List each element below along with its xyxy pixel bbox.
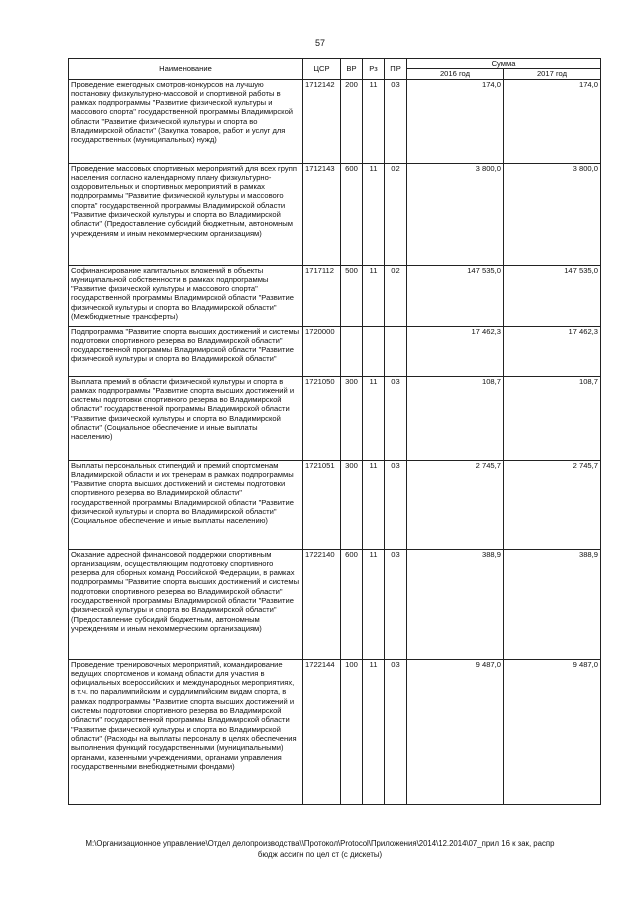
- table-row: [69, 79, 601, 163]
- row-amount-2016: 174,0: [407, 79, 504, 163]
- row-csr: 1722144: [303, 659, 341, 804]
- header-vr: ВР: [341, 59, 363, 80]
- row-name: Выплаты персональных стипендий и премий спортсменам Владимирской области и их тренерам в рамках подпрограммы "Развитие спорта высших достижений и системы подготовки спортивного резерва во Владимирской области" государственной программы Владимирской области "Развитие физической культуры и спорта во Владимирской области" (Социальное обеспечение и иные выплаты населению): [69, 460, 303, 549]
- row-amount-2017: 3 800,0: [504, 163, 601, 265]
- row-csr: 1722140: [303, 549, 341, 659]
- row-name: Проведение тренировочных мероприятий, командирование ведущих спортсменов и команд области для участия в официальных всероссийских и международных мероприятиях, в т.ч. по паралимпийским и сурдлимпийским видам спорта, в рамках подпрограммы "Развитие спорта высших достижений и системы подготовки спортивного резерва во Владимирской области" государственной программы Владимирской области "Развитие физической культуры и спорта во Владимирской области" (Расходы на выплаты персоналу в целях обеспечения выполнения функций государственными (муниципальными) органами, казенными учреждениями, органами управления государственными внебюджетными фондами): [69, 659, 303, 804]
- row-vr: [341, 326, 363, 376]
- row-rz: 11: [363, 376, 385, 460]
- row-amount-2017: 147 535,0: [504, 265, 601, 326]
- row-pr: [385, 326, 407, 376]
- row-rz: 11: [363, 79, 385, 163]
- row-amount-2016: 9 487,0: [407, 659, 504, 804]
- row-amount-2017: 9 487,0: [504, 659, 601, 804]
- header-pr: ПР: [385, 59, 407, 80]
- row-name: Софинансирование капитальных вложений в объекты муниципальной собственности в рамках подпрограммы "Развитие физической культуры и массового спорта" государственной программы Владимирской области "Развитие физической культуры и спорта во Владимирской области" (Межбюджетные трансферты): [69, 265, 303, 326]
- row-amount-2017: 388,9: [504, 549, 601, 659]
- row-csr: 1721051: [303, 460, 341, 549]
- row-rz: 11: [363, 659, 385, 804]
- row-name: Проведение массовых спортивных мероприятий для всех групп населения согласно календарному плану физкультурно-оздоровительных и спортивных мероприятий в рамках подпрограммы "Развитие физической культуры и массового спорта" государственной программы Владимирской области "Развитие физической культуры и спорта во Владимирской области" (Предоставление субсидий бюджетным, автономным учреждениям и иным некоммерческим организациям): [69, 163, 303, 265]
- row-pr: 02: [385, 163, 407, 265]
- row-vr: 200: [341, 79, 363, 163]
- row-csr: 1720000: [303, 326, 341, 376]
- row-amount-2016: 3 800,0: [407, 163, 504, 265]
- row-amount-2017: 174,0: [504, 79, 601, 163]
- row-csr: 1712142: [303, 79, 341, 163]
- row-rz: 11: [363, 265, 385, 326]
- row-name: Выплата премий в области физической культуры и спорта в рамках подпрограммы "Развитие спорта высших достижений и системы подготовки спортивного резерва во Владимирской области" государственной программы Владимирской области "Развитие физической культуры и спорта во Владимирской области" (Социальное обеспечение и иные выплаты населению): [69, 376, 303, 460]
- row-vr: 500: [341, 265, 363, 326]
- row-rz: 11: [363, 460, 385, 549]
- header-year-2016: 2016 год: [407, 69, 504, 79]
- row-amount-2016: 147 535,0: [407, 265, 504, 326]
- table-row: [69, 163, 601, 265]
- row-vr: 600: [341, 163, 363, 265]
- table-row: [69, 460, 601, 549]
- row-amount-2017: 2 745,7: [504, 460, 601, 549]
- row-amount-2017: 108,7: [504, 376, 601, 460]
- header-name: Наименование: [69, 59, 303, 80]
- row-rz: [363, 326, 385, 376]
- row-name: Подпрограмма "Развитие спорта высших достижений и системы подготовки спортивного резерва во Владимирской области" государственной программы Владимирской области "Развитие физической культуры и спорта во Владимирской области": [69, 326, 303, 376]
- row-vr: 300: [341, 460, 363, 549]
- header-rz: Рз: [363, 59, 385, 80]
- row-amount-2017: 17 462,3: [504, 326, 601, 376]
- footer-line-2: бюдж ассигн по цел ст (с дискеты): [257, 850, 383, 859]
- table-row: [69, 376, 601, 460]
- row-csr: 1721050: [303, 376, 341, 460]
- row-pr: 03: [385, 79, 407, 163]
- row-rz: 11: [363, 549, 385, 659]
- table-row: [69, 549, 601, 659]
- row-amount-2016: 2 745,7: [407, 460, 504, 549]
- page-number: 57: [314, 38, 325, 48]
- row-vr: 600: [341, 549, 363, 659]
- table-row: [69, 659, 601, 804]
- row-vr: 100: [341, 659, 363, 804]
- row-csr: 1717112: [303, 265, 341, 326]
- row-pr: 03: [385, 460, 407, 549]
- footer-line-1: M:\Организационное управление\Отдел делопроизводства\\Протокол\Protocol\Приложения\2014\12.2014\07_прил 16 к зак, распр: [85, 839, 555, 848]
- header-csr: ЦСР: [303, 59, 341, 80]
- table-row: [69, 265, 601, 326]
- header-sum: Сумма: [407, 59, 601, 69]
- row-amount-2016: 17 462,3: [407, 326, 504, 376]
- row-rz: 11: [363, 163, 385, 265]
- row-name: Оказание адресной финансовой поддержки спортивным организациям, осуществляющим подготовку спортивного резерва для сборных команд Российской Федерации, в рамках подпрограммы "Развитие спорта высших достижений и системы подготовки спортивного резерва во Владимирской области" государственной программы Владимирской области "Развитие физической культуры и спорта во Владимирской области" (Предоставление субсидий бюджетным, автономным учреждениям и иным некоммерческим организациям): [69, 549, 303, 659]
- row-vr: 300: [341, 376, 363, 460]
- table-row: [69, 326, 601, 376]
- row-amount-2016: 108,7: [407, 376, 504, 460]
- row-pr: 03: [385, 376, 407, 460]
- row-pr: 02: [385, 265, 407, 326]
- file-path-footer: [0, 838, 640, 860]
- row-amount-2016: 388,9: [407, 549, 504, 659]
- row-name: Проведение ежегодных смотров-конкурсов на лучшую постановку физкультурно-массовой и спортивной работы в рамках подпрограммы "Развитие физической культуры и массового спорта" государственной программы Владимирской области "Развитие физической культуры и спорта во Владимирской области" (Закупка товаров, работ и услуг для государственных (муниципальных) нужд): [69, 79, 303, 163]
- row-pr: 03: [385, 659, 407, 804]
- budget-table: [68, 58, 601, 805]
- row-csr: 1712143: [303, 163, 341, 265]
- row-pr: 03: [385, 549, 407, 659]
- header-year-2017: 2017 год: [504, 69, 601, 79]
